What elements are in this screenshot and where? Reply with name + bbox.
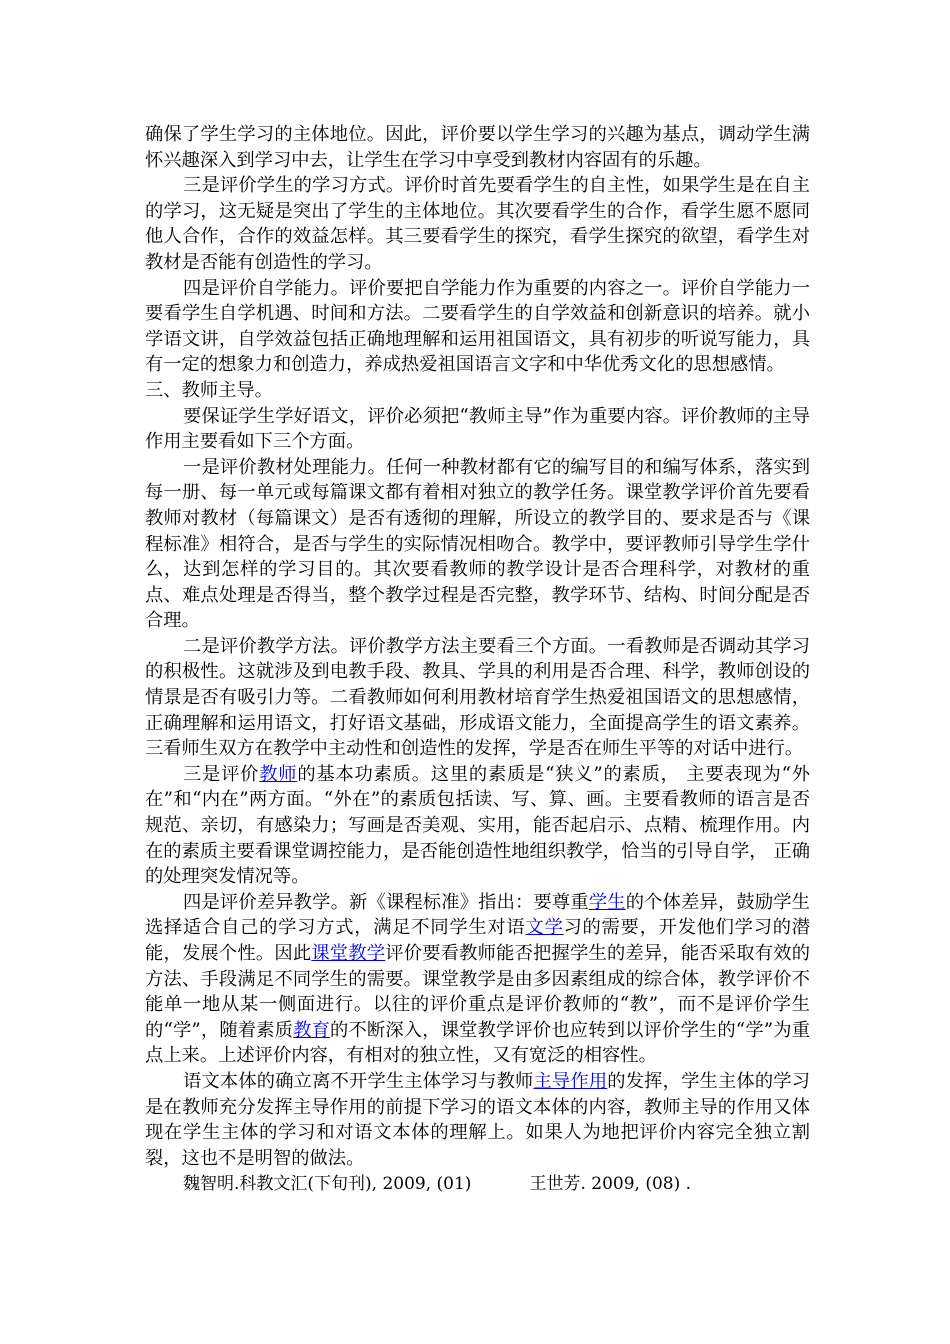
text-span: 习的需要，开发他们学习的潜能，发展个性。因此 (145, 917, 811, 964)
paragraph-textbook-handling: 一是评价教材处理能力。任何一种教材都有它的编写目的和编写体系，落实到每一册、每一单元或每篇课文都有着相对独立的教学任务。课堂教学评价首先要看教师对教材（每篇课文）是否有透彻的理解，所设立的教学目的、要求是否与《课程标准》相符合，是否与学生的实际情况相吻合。教学中，要评教师引导学生学什么，达到怎样的学习目的。其次要看教师的教学设计是否合理科学，对教材的重点、难点处理是否得当，整个教学过程是否完整，教学环节、结构、时间分配是否合理。 (145, 456, 810, 632)
text-span: 的基本功素质。这里的素质是“狭义”的素质， 主要表现为“外在”和“内在”两方面。“外在”的素质包括读、写、算、画。主要看教师的语言是否规范、亲切，有感染力；写画是否美观、实用，能否起启示、点精、梳理作用。内在的素质主要看课堂调控能力，是否能创造性地组织教学，恰当的引导自学， 正确的处理突发情况等。 (145, 763, 810, 888)
text-span: 评价要看教师能否把握学生的差异，能否采取有效的方法、手段满足不同学生的需要。课堂教学是由多因素组成的综合体，教学评价不能单一地从某一侧面进行。以往的评价重点是评价教师的“教”，而不是评价学生的“学”，随着素质 (145, 943, 811, 1041)
paragraph-conclusion (145, 1069, 810, 1171)
paragraph-self-study: 四是评价自学能力。评价要把自学能力作为重要的内容之一。评价自学能力一要看学生自学机遇、时间和方法。二要看学生的自学效益和创新意识的培养。就小学语文讲，自学效益包括正确地理解和运用祖国语文，具有初步的听说写能力，具有一定的想象力和创造力，养成热爱祖国语言文字和中华优秀文化的思想感情。 (145, 277, 810, 376)
link-student[interactable]: 学生 (588, 891, 626, 913)
reference-2: 王世芳. 2009, (08) . (529, 1174, 692, 1195)
text-span: 四是评价差异教学。新《课程标准》指出：要尊重 (183, 891, 589, 913)
link-literature[interactable]: 文学 (525, 917, 564, 939)
text-span: 的个体差异，鼓励学生选择适合自己的学习方式，满足不同学生对语 (145, 891, 811, 939)
paragraph-1: 确保了学生学习的主体地位。因此，评价要以学生学习的兴趣为基点，调动学生满怀兴趣深入到学习中去，让学生在学习中享受到教材内容固有的乐趣。 (145, 124, 810, 171)
text-span: 的发挥，学生主体的学习是在教师充分发挥主导作用的前提下学习的语文本体的内容，教师主导的作用又体现在学生主体的学习和对语文本体的理解上。如果人为地把评价内容完全独立割裂，这也不是明智的做法。 (145, 1070, 811, 1169)
text-span: 的不断深入，课堂教学评价也应转到以评价学生的“学”为重点上来。上述评价内容，有相对的独立性，又有宽泛的相容性。 (145, 1019, 810, 1067)
paragraph-differentiated-teaching (145, 890, 810, 1069)
document-body (145, 122, 810, 1198)
text-span: 语文本体的确立离不开学生主体学习与教师 (183, 1070, 534, 1092)
link-education[interactable]: 教育 (293, 1019, 331, 1041)
text-span: 三是评价 (183, 763, 260, 785)
paragraph-teaching-method: 二是评价教学方法。评价教学方法主要看三个方面。一看教师是否调动其学习的积极性。这就涉及到电教手段、教具、学具的利用是否合理、科学，教师创设的情景是否有吸引力等。二看教师如何利用教材培育学生热爱祖国语文的思想感情，正确理解和运用语文，打好语文基础，形成语文能力，全面提高学生的语文素养。三看师生双方在教学中主动性和创造性的发挥，学是否在师生平等的对话中进行。 (145, 635, 810, 760)
paragraph-learning-style: 三是评价学生的学习方式。评价时首先要看学生的自主性，如果学生是在自主的学习，这无疑是突出了学生的主体地位。其次要看学生的合作，看学生愿不愿同他人合作，合作的效益怎样。其三要看学生的探究，看学生探究的欲望，看学生对教材是否能有创造性的学习。 (145, 175, 810, 273)
section-heading-teacher-guidance: 三、教师主导。 (145, 379, 273, 401)
reference-1: 魏智明.科教文汇(下旬刊), 2009, (01) (183, 1174, 472, 1195)
paragraph-teacher-intro: 要保证学生学好语文，评价必须把“教师主导”作为重要内容。评价教师的主导作用主要看如下三个方面。 (145, 405, 810, 453)
references (145, 1172, 810, 1198)
link-classroom-teaching[interactable]: 课堂教学 (311, 943, 386, 964)
paragraph-basic-skills (145, 762, 810, 890)
link-teacher[interactable]: 教师 (259, 763, 298, 785)
link-guiding-role[interactable]: 主导作用 (533, 1070, 608, 1092)
